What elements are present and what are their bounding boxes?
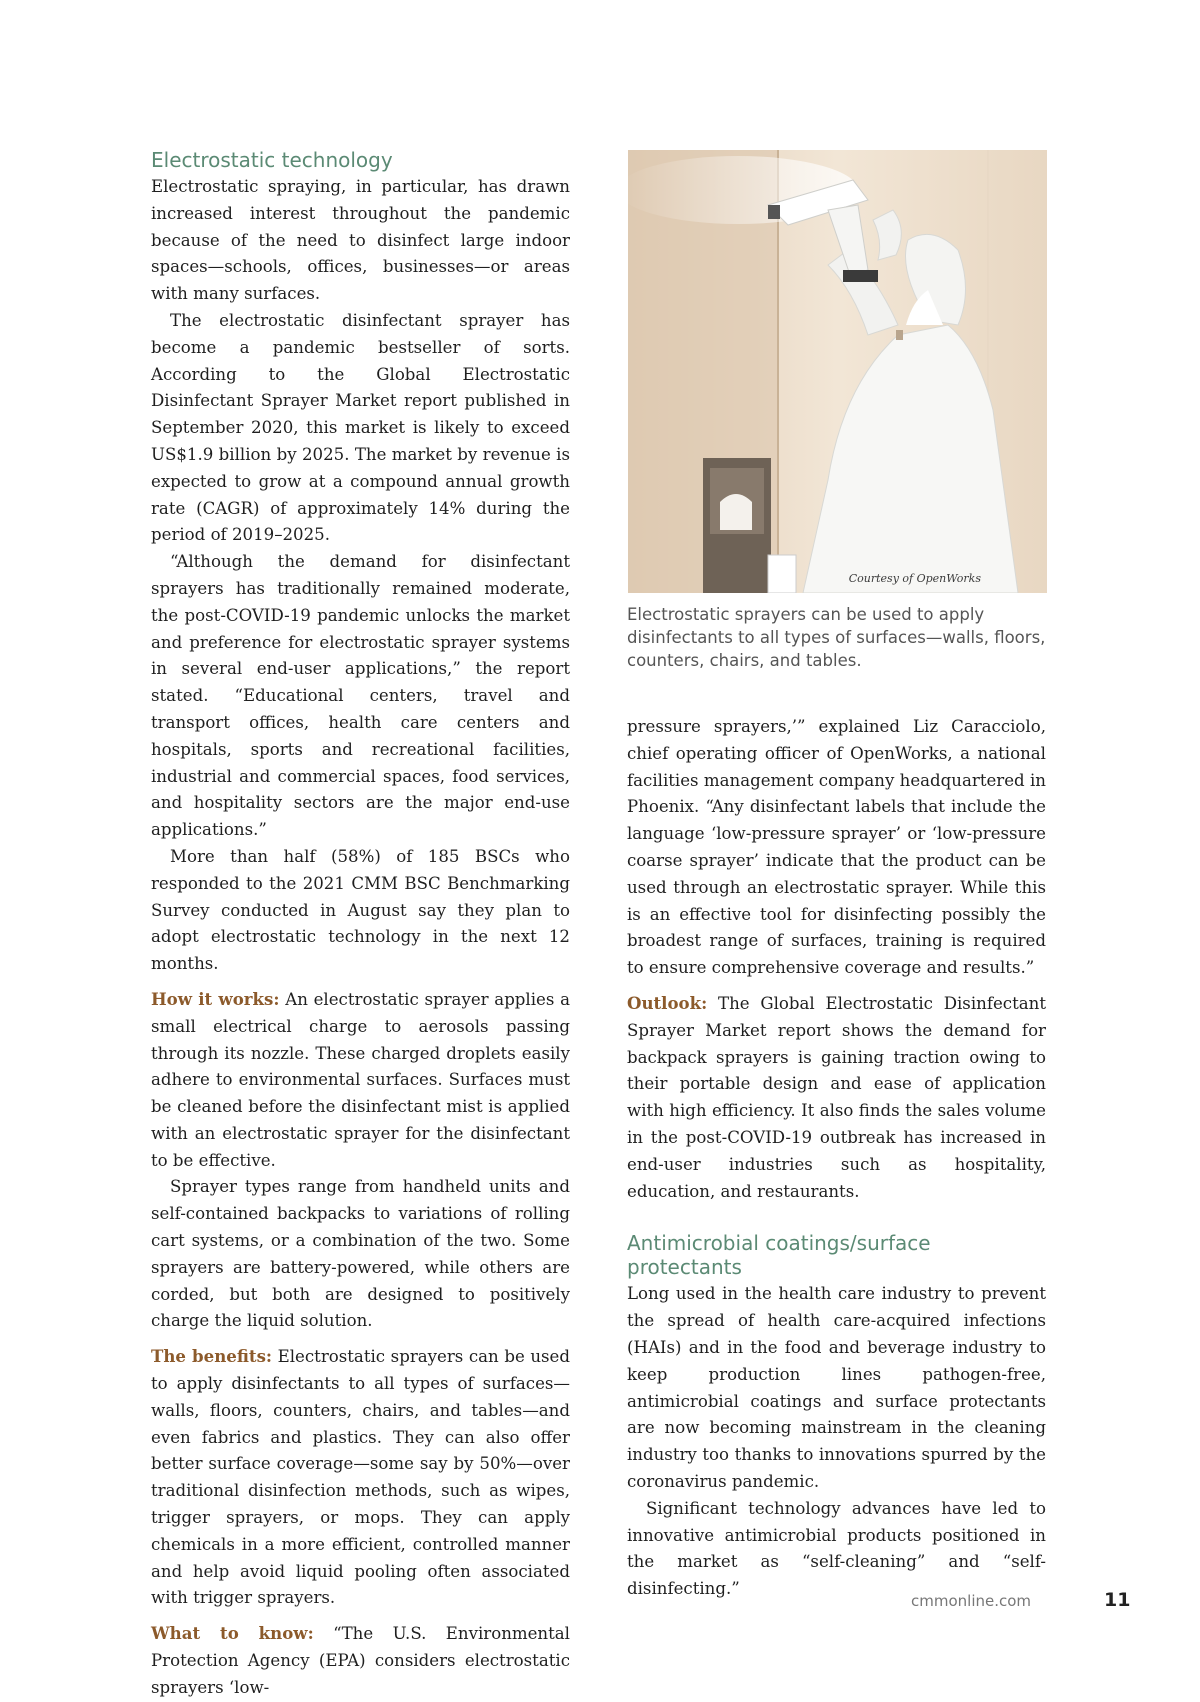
paragraph: More than half (58%) of 185 BSCs who responded to the 2021 CMM BSC Benchmarking Survey conducted in August say they plan to adopt electrostatic technology in the next 12 months.: [151, 846, 570, 974]
paragraph-outlook: [627, 990, 1046, 1205]
section-heading-electrostatic: Electrostatic technology: [151, 148, 393, 172]
photo-illustration: [628, 150, 1047, 593]
paragraph-text: An electrostatic sprayer applies a small electrical charge to aerosols passing through its nozzle. These charged droplets easily adhere to environmental surfaces. Surfaces must be cleaned before the disinfectant mist is applied with an electrostatic sprayer for the disinfectant to be effective.: [151, 989, 570, 1170]
run-in-heading: Outlook:: [627, 992, 708, 1013]
right-body-text: [627, 714, 1046, 1603]
right-column: [627, 148, 1046, 1603]
paragraph: Sprayer types range from handheld units and self-contained backpacks to variations of rolling cart systems, or a combination of the two. Some sprayers are battery-powered, while others are corded, but both are designed to positively charge the liquid solution.: [151, 1177, 570, 1331]
run-in-heading: The benefits:: [151, 1346, 273, 1367]
paragraph-how-it-works: [151, 986, 570, 1175]
paragraph: pressure sprayers,’” explained Liz Caracciolo, chief operating officer of OpenWorks, a national facilities management company headquartered in Phoenix. “Any disinfectant labels that include the language ‘low-pressure sprayer’ or ‘low-pressure coarse sprayer’ indicate that the product can be used through an electrostatic sprayer. While this is an effective tool for disinfecting possibly the broadest range of surfaces, training is required to ensure comprehensive coverage and results.”: [627, 717, 1046, 978]
section-heading-antimicrobial: Antimicrobial coatings/surface protectants: [627, 1231, 931, 1280]
photo-caption: Electrostatic sprayers can be used to apply disinfectants to all types of surfaces—walls, floors, counters, chairs, and tables.: [627, 605, 1046, 670]
paragraph: “Although the demand for disinfectant sprayers has traditionally remained moderate, the post-COVID-19 pandemic unlocks the market and preference for electrostatic sprayer systems in several end-user applications,” the report stated. “Educational centers, travel and transport offices, health care centers and hospitals, sports and recreational facilities, industrial and commercial spaces, food services, and hospitality sectors are the major end-use applications.”: [151, 552, 570, 840]
paragraph-text: Electrostatic sprayers can be used to apply disinfectants to all types of surfaces—walls, floors, counters, chairs, and tables—and even fabrics and plastics. They can also offer better surface coverage—some say by 50%—over traditional disinfection methods, such as wipes, trigger sprayers, or mops. They can apply chemicals in a more efficient, controlled manner and help avoid liquid pooling often associated with trigger sprayers.: [151, 1347, 570, 1608]
photo-worker-spraying: [628, 150, 1047, 593]
page-number: 11: [1104, 1589, 1131, 1611]
paragraph-what-to-know: [151, 1620, 570, 1701]
run-in-heading: What to know:: [151, 1623, 314, 1644]
footer-website: cmmonline.com: [911, 1592, 1032, 1610]
paragraph: Long used in the health care industry to prevent the spread of health care-acquired infections (HAIs) and in the food and beverage industry to keep production lines pathogen-free, antimicrobial coatings and surface protectants are now becoming mainstream in the cleaning industry too thanks to innovations spurred by the coronavirus pandemic.: [627, 1284, 1046, 1491]
paragraph: The electrostatic disinfectant sprayer has become a pandemic bestseller of sorts. According to the Global Electrostatic Disinfectant Sprayer Market report published in September 2020, this market is likely to exceed US$1.9 billion by 2025. The market by revenue is expected to grow at a compound annual growth rate (CAGR) of approximately 14% during the period of 2019–2025.: [151, 310, 570, 545]
paragraph-text: “The U.S. Environmental Protection Agency (EPA) considers electrostatic sprayers ‘low-: [151, 1624, 570, 1697]
paragraph: Electrostatic spraying, in particular, has drawn increased interest throughout the pandemic because of the need to disinfect large indoor spaces—schools, offices, businesses—or areas with many surfaces.: [151, 177, 570, 304]
paragraph: Significant technology advances have led to innovative antimicrobial products positioned in the market as “self-cleaning” and “self-disinfecting.”: [627, 1498, 1046, 1599]
left-column: [151, 148, 570, 1702]
paragraph-text: The Global Electrostatic Disinfectant Sprayer Market report shows the demand for backpack sprayers is gaining traction owing to their portable design and ease of application with high efficiency. It also finds the sales volume in the post-COVID-19 outbreak has increased in end-user industries such as hospitality, education, and restaurants.: [627, 993, 1046, 1201]
paragraph-benefits: [151, 1343, 570, 1612]
photo-credit: Courtesy of OpenWorks: [848, 572, 981, 585]
run-in-heading: How it works:: [151, 988, 280, 1009]
